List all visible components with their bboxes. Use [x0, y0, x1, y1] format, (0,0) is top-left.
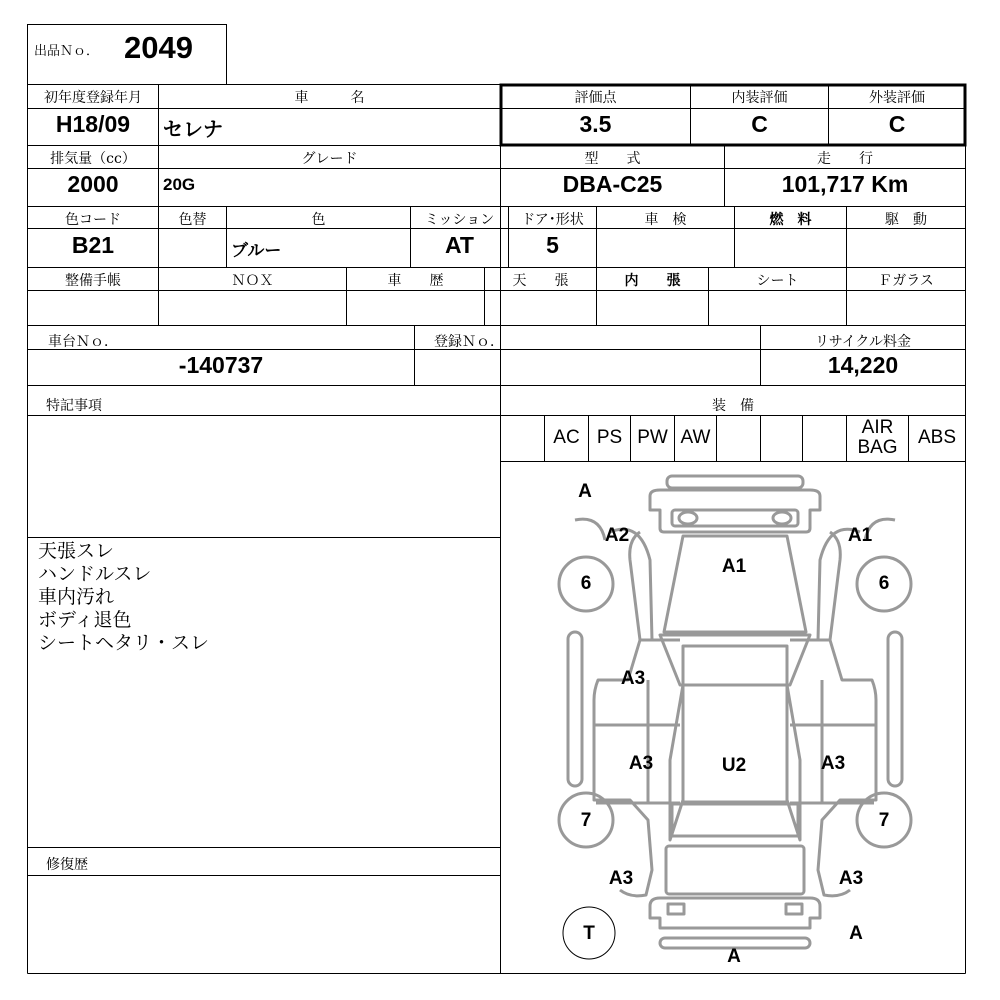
mark-roof: U2 — [721, 755, 747, 776]
front-glass-label: Ｆガラス — [878, 273, 934, 289]
interior-score-value: C — [751, 111, 768, 137]
note-line: ボディ退色 — [38, 609, 132, 631]
mark-front-right-wheel: 6 — [878, 573, 890, 594]
note-line: 天張スレ — [38, 540, 115, 562]
lot-number: 2049 — [124, 30, 193, 65]
mark-hood: A1 — [721, 556, 747, 577]
displacement-label: 排気量（cc） — [50, 151, 136, 167]
doors-label: ドア･形状 — [521, 212, 584, 228]
mark-rear-right-corner: A — [849, 923, 863, 944]
score-label: 評価点 — [574, 90, 617, 106]
color-value: ブルー — [231, 241, 282, 261]
mark-front-left-wheel: 6 — [580, 573, 592, 594]
color-code-label: 色コード — [65, 212, 121, 228]
chassis-number-value: -140737 — [178, 352, 264, 378]
note-line: シートヘタリ・スレ — [38, 632, 210, 654]
exterior-score-label: 外装評価 — [869, 90, 925, 106]
grade-label: グレード — [301, 151, 358, 167]
equipment-label: 装 備 — [712, 398, 754, 414]
fuel-label: 燃 料 — [769, 212, 812, 228]
score-value: 3.5 — [579, 111, 612, 137]
first-reg-value: H18/09 — [55, 111, 131, 137]
equipment-airbag: AIR BAG — [857, 417, 898, 458]
mark-left-front-door: A3 — [620, 668, 646, 689]
mark-right-front-panel: A1 — [847, 525, 873, 546]
mark-left-front-panel: A2 — [604, 525, 630, 546]
mark-left-rear-door: A3 — [628, 753, 654, 774]
equipment-ac: AC — [553, 427, 580, 448]
model-value: DBA-C25 — [562, 171, 663, 197]
color-code-value: B21 — [71, 232, 115, 258]
first-reg-label: 初年度登録年月 — [44, 90, 142, 106]
registration-number-label: 登録Ｎｏ． — [434, 334, 504, 350]
recycle-fee-label: リサイクル料金 — [814, 334, 912, 350]
model-label: 型 式 — [584, 151, 641, 167]
roof-liner-label: 天 張 — [512, 273, 569, 289]
car-name-value: セレナ — [163, 117, 223, 141]
mark-rear-left-wheel: 7 — [580, 810, 592, 831]
equipment-pw: PW — [637, 427, 668, 448]
exterior-score-value: C — [888, 111, 906, 137]
mark-right-rear-door: A3 — [820, 753, 846, 774]
grade-value: 20G — [163, 175, 196, 194]
special-notes-label: 特記事項 — [46, 398, 102, 414]
drive-label: 駆 動 — [885, 212, 927, 228]
mark-rear-bumper: A — [727, 946, 741, 967]
mark-right-quarter: A3 — [838, 868, 864, 889]
color-label: 色 — [311, 212, 326, 228]
repaint-label: 色替 — [178, 212, 207, 228]
equipment-ps: PS — [596, 427, 623, 448]
mission-label: ミッション — [424, 212, 495, 228]
mileage-label: 走 行 — [817, 151, 873, 167]
displacement-value: 2000 — [67, 171, 119, 197]
nox-label: ＮＯＸ — [231, 273, 274, 289]
maintenance-book-label: 整備手帳 — [65, 273, 121, 289]
mileage-value: 101,717 Km — [781, 171, 909, 197]
inspection-label: 車 検 — [644, 212, 687, 228]
repair-history-label: 修復歴 — [46, 857, 88, 873]
equipment-abs: ABS — [917, 427, 957, 448]
mark-left-quarter: A3 — [608, 868, 634, 889]
mark-rear-right-wheel: 7 — [878, 810, 890, 831]
chassis-number-label: 車台Ｎｏ． — [48, 334, 118, 350]
seat-label: シート — [756, 273, 799, 289]
interior-trim-label: 内 張 — [624, 273, 681, 289]
vehicle-history-label: 車 歴 — [387, 273, 444, 289]
mark-spare-tire: T — [583, 923, 595, 944]
doors-value: 5 — [546, 232, 559, 258]
note-line: ハンドルスレ — [38, 563, 152, 585]
lot-number-label: 出品Ｎｏ． — [34, 44, 100, 59]
mission-value: AT — [445, 232, 474, 258]
recycle-fee-value: 14,220 — [827, 352, 899, 378]
mark-front-bumper: A — [578, 481, 592, 502]
interior-score-label: 内装評価 — [731, 90, 788, 106]
special-notes-list — [38, 540, 209, 655]
car-name-label: 車 名 — [294, 90, 365, 106]
equipment-aw: AW — [680, 427, 711, 448]
note-line: 車内汚れ — [38, 586, 115, 608]
